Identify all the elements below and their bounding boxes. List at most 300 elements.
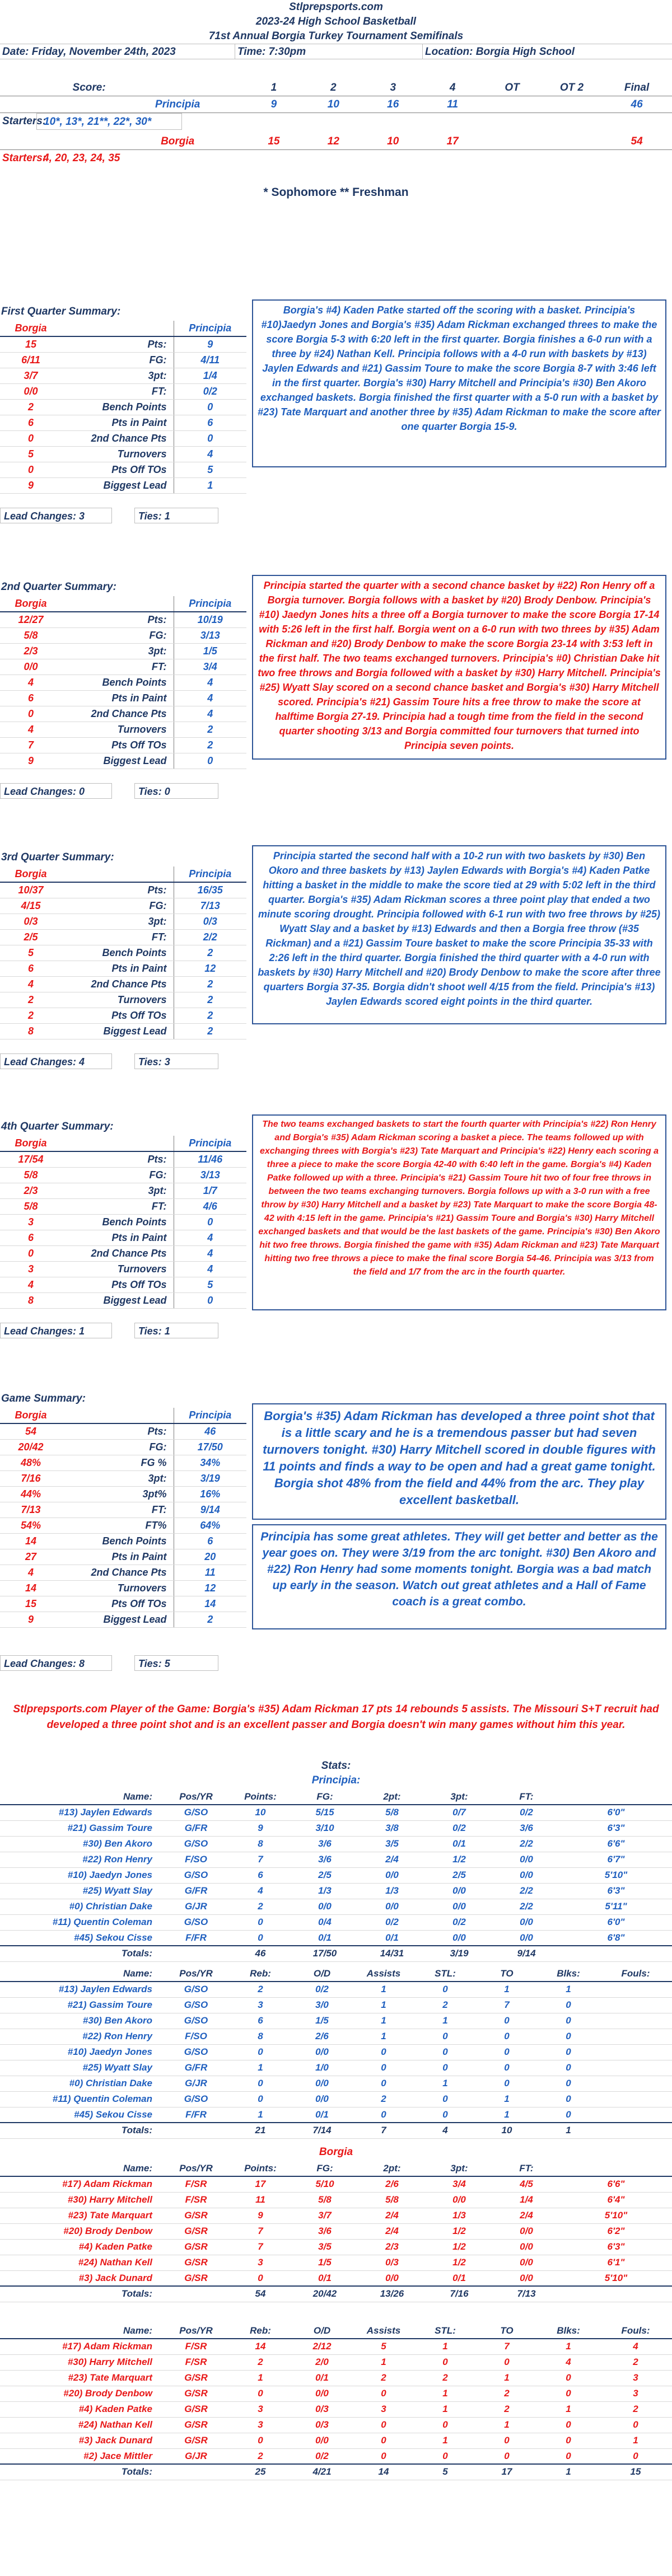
stat-cell: 1 [538, 2123, 599, 2138]
stat-label: FG: [62, 1439, 174, 1455]
team-header: Principia [174, 1136, 246, 1151]
stat-value: 2 [174, 1008, 246, 1023]
quarter-stat-header [0, 1136, 246, 1151]
quarter-stat-row [0, 1183, 246, 1198]
player-name: #13) Jaylen Edwards [0, 1982, 162, 1997]
stat-cell: 6'3" [560, 1820, 672, 1836]
stat-cell: 0/0 [291, 2044, 353, 2060]
game-summary-section [0, 1391, 672, 1669]
stat-value: 4/11 [174, 352, 246, 368]
quarter-stat-row [0, 1008, 246, 1023]
stat-value: 15 [0, 336, 62, 352]
stat-cell: 0 [353, 2076, 414, 2091]
stat-value: 4 [0, 722, 62, 737]
stat-cell: 54 [230, 2286, 291, 2302]
player-name: #24) Nathan Kell [0, 2417, 162, 2433]
stat-label: FT% [62, 1518, 174, 1533]
stat-value: 6 [174, 1533, 246, 1549]
quarter-stat-header [0, 321, 246, 336]
stat-cell: 1 [538, 2401, 599, 2417]
stat-value: 4 [174, 706, 246, 722]
stat-cell: 7 [230, 2223, 291, 2239]
table-header-row [0, 1789, 672, 1805]
table-row [0, 2013, 672, 2029]
stat-cell: 3pt: [426, 2161, 493, 2176]
stat-cell: 2 [230, 1899, 291, 1914]
spacer [112, 508, 134, 523]
stat-cell: 3 [599, 2386, 672, 2401]
stat-cell: Blks: [538, 1966, 599, 1982]
stat-cell: 2 [599, 2401, 672, 2417]
stat-value: 0/3 [174, 914, 246, 929]
game-time: Time: 7:30pm [235, 44, 423, 59]
stat-value: 12/27 [0, 612, 62, 627]
stat-cell: 0/1 [291, 2107, 353, 2123]
stat-cell: F/SR [162, 2192, 230, 2208]
quarter-stat-row [0, 446, 246, 462]
stat-cell: 0/1 [291, 2370, 353, 2386]
stat-cell: 2/5 [291, 1867, 358, 1883]
player-name: Totals: [0, 2286, 162, 2302]
stat-cell: Points: [230, 2161, 291, 2176]
table-row [0, 2370, 672, 2386]
stat-cell: 2 [476, 2386, 538, 2401]
table-row [0, 2417, 672, 2433]
stat-cell: F/FR [162, 1930, 230, 1946]
stat-cell: 2/2 [493, 1899, 560, 1914]
stat-value: 12 [174, 1580, 246, 1596]
stat-value: 20 [174, 1549, 246, 1565]
player-name: #21) Gassim Toure [0, 1820, 162, 1836]
scoreboard [0, 79, 672, 167]
table-row [0, 2433, 672, 2448]
stat-cell: 0/0 [493, 2239, 560, 2255]
stat-cell: 0/0 [493, 1867, 560, 1883]
game-summary-row [0, 1423, 246, 1439]
stat-cell: G/FR [162, 2060, 230, 2076]
lead-changes: Lead Changes: 4 [0, 1053, 112, 1069]
principia-other-table [0, 1966, 672, 2139]
game-date: Date: Friday, November 24th, 2023 [0, 44, 235, 59]
game-summary-row [0, 1612, 246, 1627]
stat-cell: G/SR [162, 2239, 230, 2255]
stat-value: 16% [174, 1486, 246, 1502]
col-q2: 2 [330, 82, 337, 93]
stat-cell: 7/14 [291, 2123, 353, 2138]
stat-cell: G/SO [162, 2044, 230, 2060]
stat-cell: 0 [414, 2107, 476, 2123]
stat-cell: 0/0 [493, 2270, 560, 2286]
player-name: #30) Harry Mitchell [0, 2354, 162, 2370]
score-label: Score: [72, 82, 106, 93]
quarter-stat-row [0, 627, 246, 643]
stat-cell: 1 [353, 2354, 414, 2370]
stat-value: 3/7 [0, 368, 62, 383]
stat-cell: 4/21 [291, 2464, 353, 2480]
stat-cell: 17/50 [291, 1946, 358, 1961]
quarter-stat-row [0, 612, 246, 627]
stat-value: 7/16 [0, 1470, 62, 1486]
stat-value: 9 [174, 336, 246, 352]
stat-cell: 1 [353, 1997, 414, 2013]
stat-cell: 0 [353, 2107, 414, 2123]
table-row [0, 1883, 672, 1899]
stat-cell: O/D [291, 2323, 353, 2339]
stat-cell: 0/0 [426, 1883, 493, 1899]
stat-cell: 3/6 [291, 1836, 358, 1852]
stat-cell: 1 [414, 2401, 476, 2417]
stat-cell: 0 [230, 2044, 291, 2060]
table-row [0, 1852, 672, 1867]
stat-label: Pts Off TOs [62, 737, 174, 753]
stat-cell: 1 [538, 2339, 599, 2354]
stat-label: Bench Points [62, 399, 174, 415]
stat-cell: STL: [414, 1966, 476, 1982]
team2-q2: 12 [327, 135, 339, 147]
stat-value: 4 [174, 1261, 246, 1277]
stat-value: 0 [0, 462, 62, 477]
ties: Ties: 1 [134, 1323, 218, 1338]
stat-label: 3pt: [62, 643, 174, 659]
stat-cell: G/JR [162, 1899, 230, 1914]
quarter-section [0, 850, 672, 1067]
stat-label: Pts Off TOs [62, 1008, 174, 1023]
stat-value: 15 [0, 1596, 62, 1612]
stat-cell: 0 [230, 1930, 291, 1946]
stat-value: 7 [0, 737, 62, 753]
stat-cell: 2 [353, 2091, 414, 2107]
stat-value: 0 [174, 1214, 246, 1230]
header-spacer [62, 1136, 174, 1151]
stat-cell [599, 2076, 672, 2091]
stat-value: 0/2 [174, 383, 246, 399]
stat-cell: 0/0 [493, 2255, 560, 2270]
lead-ties-row [0, 783, 246, 799]
stat-value: 64% [174, 1518, 246, 1533]
stat-value: 0/3 [0, 914, 62, 929]
stat-cell: 3 [353, 2401, 414, 2417]
player-name: #3) Jack Dunard [0, 2270, 162, 2286]
table-row [0, 2060, 672, 2076]
team-header: Principia [174, 1408, 246, 1423]
table-row [0, 2401, 672, 2417]
table-totals-row [0, 2286, 672, 2302]
stat-label: FG: [62, 352, 174, 368]
stat-cell: 5'10" [560, 2270, 672, 2286]
stat-cell: 2/0 [291, 2354, 353, 2370]
col-ot2: OT 2 [559, 82, 584, 93]
player-name: #11) Quentin Coleman [0, 2091, 162, 2107]
stat-cell: 9 [230, 2208, 291, 2223]
stat-label: Bench Points [62, 1533, 174, 1549]
table-row [0, 2239, 672, 2255]
team2-q4: 17 [446, 135, 459, 147]
stat-cell: Pos/YR [162, 2323, 230, 2339]
player-name: #23) Tate Marquart [0, 2208, 162, 2223]
stat-cell: F/SR [162, 2176, 230, 2192]
stat-cell: 0 [538, 2044, 599, 2060]
stat-cell: 0 [476, 2013, 538, 2029]
quarter-summary-text: Borgia's #4) Kaden Patke started off the scoring with a basket. Principia's #10)Jaedyn Jones and Borgia's #35) Adam Rickman exchanged threes to make the score Borgia 5-3 with 6:20 left in the first quarter. Borgia finishes a 6-0 run with a three by #24) Nathan Kell. Principia follows with a 4-0 run with baskets by #13) Jaylen Edwards and #21) Gassim Toure to make the score Borgia 8-7 with 3:46 left in the first quarter. Borgia's #30) Harry Mitchell and Principia's #30) Ben Akoro exchanged baskets. Borgia finished the first quarter with a 5-0 run with a basket by #23) Tate Marquart and another three by #35) Adam Rickman to make the score after one quarter Borgia 15-9. [252, 299, 666, 467]
stat-cell: 0 [353, 2417, 414, 2433]
stat-label: FT: [62, 659, 174, 675]
stat-value: 5 [174, 1277, 246, 1292]
stat-cell: 0 [538, 2448, 599, 2464]
stat-cell: 6'8" [560, 1930, 672, 1946]
stat-cell: F/SO [162, 1852, 230, 1867]
stat-cell: 0 [414, 2354, 476, 2370]
team-header: Borgia [0, 321, 62, 336]
stat-cell: 0/3 [291, 2417, 353, 2433]
stat-cell: 9 [230, 1820, 291, 1836]
stat-cell: G/SR [162, 2386, 230, 2401]
stat-cell [162, 2464, 230, 2480]
stat-cell: 1/4 [493, 2192, 560, 2208]
stat-cell: 0/2 [358, 1914, 426, 1930]
stat-value: 4 [0, 1277, 62, 1292]
stat-cell: 5/8 [291, 2192, 358, 2208]
stat-cell: 1 [599, 2433, 672, 2448]
stat-value: 6 [0, 415, 62, 430]
stat-value: 34% [174, 1455, 246, 1470]
team2-final: 54 [631, 135, 643, 147]
table-row [0, 2192, 672, 2208]
stat-cell: 0 [414, 2029, 476, 2044]
stat-cell: 0 [476, 2076, 538, 2091]
quarter-stat-row [0, 1167, 246, 1183]
stat-cell: 2/6 [291, 2029, 353, 2044]
game-summary-row [0, 1580, 246, 1596]
player-name: #22) Ron Henry [0, 1852, 162, 1867]
lead-ties-row [0, 508, 246, 523]
stat-value: 4 [0, 1565, 62, 1580]
stat-cell: 10 [476, 2123, 538, 2138]
stat-cell: 2/12 [291, 2339, 353, 2354]
stat-label: FT: [62, 383, 174, 399]
stat-value: 54% [0, 1518, 62, 1533]
stat-cell: 1 [476, 1982, 538, 1997]
stat-cell [560, 2161, 672, 2176]
stat-label: Pts in Paint [62, 1230, 174, 1245]
scoreboard-team2-row [0, 133, 672, 150]
stat-cell [599, 2123, 672, 2138]
team2-name: Borgia [161, 135, 195, 147]
lead-changes: Lead Changes: 0 [0, 783, 112, 799]
stat-cell: G/SO [162, 2013, 230, 2029]
stat-cell: G/SO [162, 2091, 230, 2107]
stat-label: FG: [62, 1167, 174, 1183]
quarter-section [0, 304, 672, 522]
quarter-stat-row [0, 898, 246, 914]
stat-label: 3pt: [62, 368, 174, 383]
stat-label: Bench Points [62, 675, 174, 690]
stat-cell: 21 [230, 2123, 291, 2138]
game-info-row [0, 44, 672, 59]
header-spacer [62, 321, 174, 336]
stat-cell: Reb: [230, 1966, 291, 1982]
stat-cell: 2 [414, 2370, 476, 2386]
stat-cell: Pos/YR [162, 1789, 230, 1805]
stat-cell: Assists [353, 1966, 414, 1982]
stat-cell: 0/0 [291, 2433, 353, 2448]
stat-cell: 1 [414, 2013, 476, 2029]
table-row [0, 2091, 672, 2107]
game-summary-table [0, 1408, 246, 1628]
spacer [112, 783, 134, 799]
team1-name: Principia [155, 99, 200, 110]
stat-value: 2 [174, 722, 246, 737]
stat-cell: 17 [476, 2464, 538, 2480]
stat-cell: 1 [538, 2464, 599, 2480]
stat-cell: 0/0 [291, 2076, 353, 2091]
team1-starters-label: Starters: [2, 115, 46, 127]
stat-cell: G/SR [162, 2370, 230, 2386]
stat-cell: 14/31 [358, 1946, 426, 1961]
quarter-summary-text: The two teams exchanged baskets to start the fourth quarter with Principia's #22) Ron Henry and Borgia's #35) Adam Rickman scoring a basket a piece. The teams followed up with exchanging threes with Borgia's #23) Tate Marquart and Principia's #22) Henry each scoring a three a piece to make the score Borgia 42-40 with 6:40 left in the game. Borgia's #4) Kaden Patke followed up with a three. Principia's #21) Gassim Toure hit two of four free throws in between the two teams exchanging turnovers. Borgia follows up with a 3-0 run with a free throw by #30) Harry Mitchell and a basket by #23) Tate Marquart to make the score Borgia 48-42 with 4:15 left in the game. Principia's #21) Gassim Toure and Borgia's #30) Harry Mitchell exchanged baskets and that would be the last baskets of the game. Principia's #30) Ben Akoro hit two free throws. Borgia finished the game with #35) Adam Rickman and #23) Tate Marquart hitting two free throws a piece to make the final score Borgia 54-46. Principia was 3/13 from the field and 1/7 from the arc in the fourth quarter. [252, 1114, 666, 1310]
stat-cell: 0 [414, 2060, 476, 2076]
stat-cell: 3/0 [291, 1997, 353, 2013]
stat-cell [162, 2286, 230, 2302]
table-row [0, 2255, 672, 2270]
stat-value: 4/6 [174, 1198, 246, 1214]
stat-value: 46 [174, 1423, 246, 1439]
stat-label: Pts in Paint [62, 961, 174, 976]
team1-ot2 [542, 96, 601, 113]
stat-value: 0 [174, 430, 246, 446]
player-name: #30) Harry Mitchell [0, 2192, 162, 2208]
team2-q1: 15 [268, 135, 280, 147]
stat-cell: 5/15 [291, 1805, 358, 1820]
stat-label: FG: [62, 627, 174, 643]
ties: Ties: 0 [134, 783, 218, 799]
stat-value: 0/0 [0, 383, 62, 399]
stat-label: Bench Points [62, 945, 174, 961]
table-row [0, 1982, 672, 1997]
stat-value: 9 [0, 753, 62, 769]
header-spacer [62, 596, 174, 612]
stat-cell: FT: [493, 2161, 560, 2176]
stat-cell: 7 [353, 2123, 414, 2138]
team2-starters: 4, 20, 23, 24, 35 [43, 152, 120, 164]
quarter-stat-row [0, 352, 246, 368]
stat-cell: 1 [414, 2339, 476, 2354]
game-summary-row [0, 1596, 246, 1612]
stat-value: 9 [0, 477, 62, 493]
quarter-stat-row [0, 477, 246, 493]
stat-value: 0 [0, 430, 62, 446]
player-name: #17) Adam Rickman [0, 2339, 162, 2354]
stat-cell: 5/8 [358, 2192, 426, 2208]
stat-label: FT: [62, 1198, 174, 1214]
game-summary-box-principia: Principia has some great athletes. They will get better and better as the year goes on. They were 3/19 from the arc tonight. #30) Ben Akoro and #22) Ron Henry had some moments tonight. Borgia was a bad match up early in the season. Watch out great athletes and a Hall of Fame coach is a great combo. [252, 1524, 666, 1629]
stat-value: 14 [174, 1596, 246, 1612]
table-row [0, 2223, 672, 2239]
game-summary-row [0, 1502, 246, 1518]
stat-cell: 1/3 [291, 1883, 358, 1899]
borgia-scoring-table [0, 2161, 672, 2302]
stat-cell: FT: [493, 1789, 560, 1805]
site-title: Stlprepsports.com [289, 1, 383, 13]
stat-cell [599, 2107, 672, 2123]
stat-cell: 0 [353, 2448, 414, 2464]
stat-cell: 1 [414, 2386, 476, 2401]
stat-cell: 1/2 [426, 2255, 493, 2270]
stat-cell: 0/0 [358, 2270, 426, 2286]
stat-cell: 3pt: [426, 1789, 493, 1805]
table-row [0, 2386, 672, 2401]
stat-cell: 0 [476, 2448, 538, 2464]
stat-cell: Fouls: [599, 1966, 672, 1982]
stat-cell: 0 [599, 2417, 672, 2433]
quarter-stat-row [0, 690, 246, 706]
stat-value: 6 [0, 961, 62, 976]
stat-cell: 0 [414, 2044, 476, 2060]
stat-cell: 46 [230, 1946, 291, 1961]
stat-value: 17/50 [174, 1439, 246, 1455]
stat-value: 5 [0, 945, 62, 961]
stat-cell: F/SR [162, 2339, 230, 2354]
stat-cell: 14 [230, 2339, 291, 2354]
quarter-stat-row [0, 1151, 246, 1167]
col-q3: 3 [390, 82, 396, 93]
team-header: Principia [174, 867, 246, 882]
stat-cell: G/SO [162, 1867, 230, 1883]
stat-cell: Points: [230, 1789, 291, 1805]
team1-q4: 11 [447, 99, 459, 110]
table-row [0, 2044, 672, 2060]
stat-cell: 1 [353, 2013, 414, 2029]
stat-cell: 2/3 [358, 2239, 426, 2255]
team2-ot2 [542, 133, 601, 149]
player-name: Totals: [0, 2464, 162, 2480]
col-ot: OT [505, 82, 520, 93]
stat-value: 4 [174, 1245, 246, 1261]
stat-cell: 6'3" [560, 2239, 672, 2255]
stat-cell: 0/2 [291, 1982, 353, 1997]
stat-cell: 1 [414, 2433, 476, 2448]
quarter-stat-row [0, 976, 246, 992]
player-name: #45) Sekou Cisse [0, 1930, 162, 1946]
stat-cell: 0 [414, 1982, 476, 1997]
stat-cell: STL: [414, 2323, 476, 2339]
quarter-stat-row [0, 462, 246, 477]
player-name: #10) Jaedyn Jones [0, 1867, 162, 1883]
stat-cell: 0 [353, 2060, 414, 2076]
stat-cell: 0 [538, 2386, 599, 2401]
col-q1: 1 [270, 82, 277, 93]
lead-changes: Lead Changes: 1 [0, 1323, 112, 1338]
stat-value: 3/13 [174, 1167, 246, 1183]
stat-cell: 0 [414, 2417, 476, 2433]
stat-cell [599, 2060, 672, 2076]
report-header [0, 0, 672, 59]
stat-value: 2 [174, 1023, 246, 1039]
stat-cell: 0/0 [426, 1930, 493, 1946]
stat-label: 3pt% [62, 1486, 174, 1502]
stat-label: Turnovers [62, 446, 174, 462]
team1-q2: 10 [327, 99, 339, 110]
quarter-stat-row [0, 1261, 246, 1277]
stat-cell: 20/42 [291, 2286, 358, 2302]
game-summary-row [0, 1533, 246, 1549]
stat-cell: 0 [476, 2354, 538, 2370]
quarter-summary-text: Principia started the second half with a 10-2 run with two baskets by #30) Ben Okoro and three baskets by #13) Jaylen Edwards with Borgia's #4) Kaden Patke hitting a basket in the middle to make the score tied at 29 with 5:02 left in the third quarter. Borgia's #35) Adam Rickman scores a three point play that ended a two minute scoring drought. Principia followed with 6-1 run with two free throws by #25) Wyatt Slay and a basket by #13) Edwards and then a Borgia free throw (#35 Rickman) and a #21) Gassim Toure basket to make the score Principia 35-33 with 2:26 left in the third quarter. Borgia finished the third quarter with a 4-0 run with baskets by #30) Harry Mitchell and #20) Brody Denbow to make the score after three quarters Borgia 37-35. Borgia didn't shoot well 4/15 from the field. Principia's #13) Jaylen Edwards scored eight points in the third quarter. [252, 845, 666, 1024]
table-row [0, 2029, 672, 2044]
stat-cell: F/FR [162, 2107, 230, 2123]
stat-cell: 0 [538, 2060, 599, 2076]
stat-cell: 0/1 [358, 1930, 426, 1946]
stat-label: Biggest Lead [62, 477, 174, 493]
